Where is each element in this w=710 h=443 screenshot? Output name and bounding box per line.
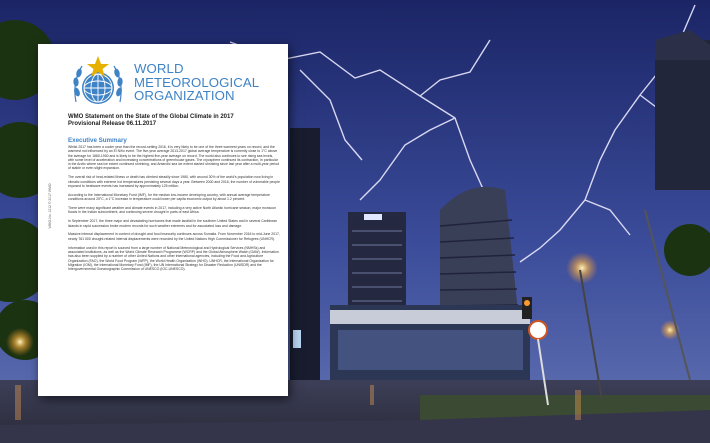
- executive-summary-heading: Executive Summary: [68, 137, 127, 144]
- statement-title: WMO Statement on the State of the Global Climate in 2017: [68, 114, 234, 120]
- release-line: Provisional Release 06.11.2017: [68, 121, 157, 128]
- wmo-report-page: [38, 44, 288, 396]
- paragraph: Information used in this report is sourced from a large number of National Meteorological and Hydrological Services (NMHSs) and associated institutions, as well as the World Climate Research Programme (WCRP) and the Global Atmosphere Watch (GAW). Information has also been supplied by a number of other United Nations and other international agencies, including the Food and Agriculture Organization (FAO), the World Food Program (WFP), the World Health Organization (WHO), UNHCR, the International Organization for Migration (IOM), the International Monetary Fund (IMF), the UN International Strategy for Disaster Reduction (UNISDR) and the Intergovernmental Oceanographic Commission of UNESCO (IOC-UNESCO).: [68, 245, 279, 272]
- paragraph: Massive internal displacement in context of drought and food insecurity continues across Somalia. From November 2016 to mid-June 2017, nearly 761 000 drought-related internal displacements were recorded by the United Nations High Commissioner for Refugees (UNHCR).: [68, 232, 280, 241]
- tower-left: [290, 128, 320, 390]
- org-line-3: ORGANIZATION: [134, 88, 235, 103]
- org-line-2: METEOROLOGICAL: [134, 74, 260, 90]
- tower-far-right: [655, 40, 710, 190]
- statement-header: [68, 114, 278, 129]
- executive-summary-body: [68, 145, 280, 276]
- paragraph: The overall risk of heat-related illness or death has climbed steadily since 1980, with around 30% of the world's population now living in climatic conditions with extreme hot temperatures persisting several days a year. Between 2000 and 2016, the number of vulnerable people exposed to heatwave events has increased by approximately 125 million.: [68, 175, 280, 188]
- paragraph: Whilst 2017 has been a cooler year than the record-setting 2016, it is very likely to be one of the three warmest years on record, and the warmest not influenced by an El Niño event. The five-year average 2013-2017 global average temperature is currently close to 1°C above the average for 1880-1900 and is likely to be the highest five-year average on record. The world also continues to see rising sea levels, with some level of acceleration and increasing concentrations of greenhouse gases. The cryosphere continued its contraction, in particular in the Arctic where sea ice extent continued shrinking, and Antarctic sea ice extent started shrinking since last year after a multi-year period of stable or even slight expansion.: [68, 145, 280, 171]
- paragraph: According to the International Monetary Fund (IMF), for the median low-income developing country, with annual average temperature conditions around 25°C, a 1°C increase in temperature could lower per capita economic output by about 1.2 percent.: [68, 192, 270, 202]
- wmo-emblem: [68, 52, 128, 112]
- paragraph: In September 2017, the three major and devastating hurricanes that made landfall in the southern United States and in several Caribbean islands in rapid succession broke modern records for such weather extremes and for associated loss and damage.: [68, 219, 278, 228]
- side-reference: WMO-No. 1212 © 2017 WMO: [48, 183, 52, 229]
- organization-name: [134, 62, 284, 103]
- paragraph: There were many significant weather and climate events in 2017, including a very active North Atlantic hurricane season, major monsoon floods in the Indian subcontinent, and continuing severe drought in parts of east Africa.: [68, 206, 277, 215]
- org-line-1: WORLD: [134, 61, 184, 76]
